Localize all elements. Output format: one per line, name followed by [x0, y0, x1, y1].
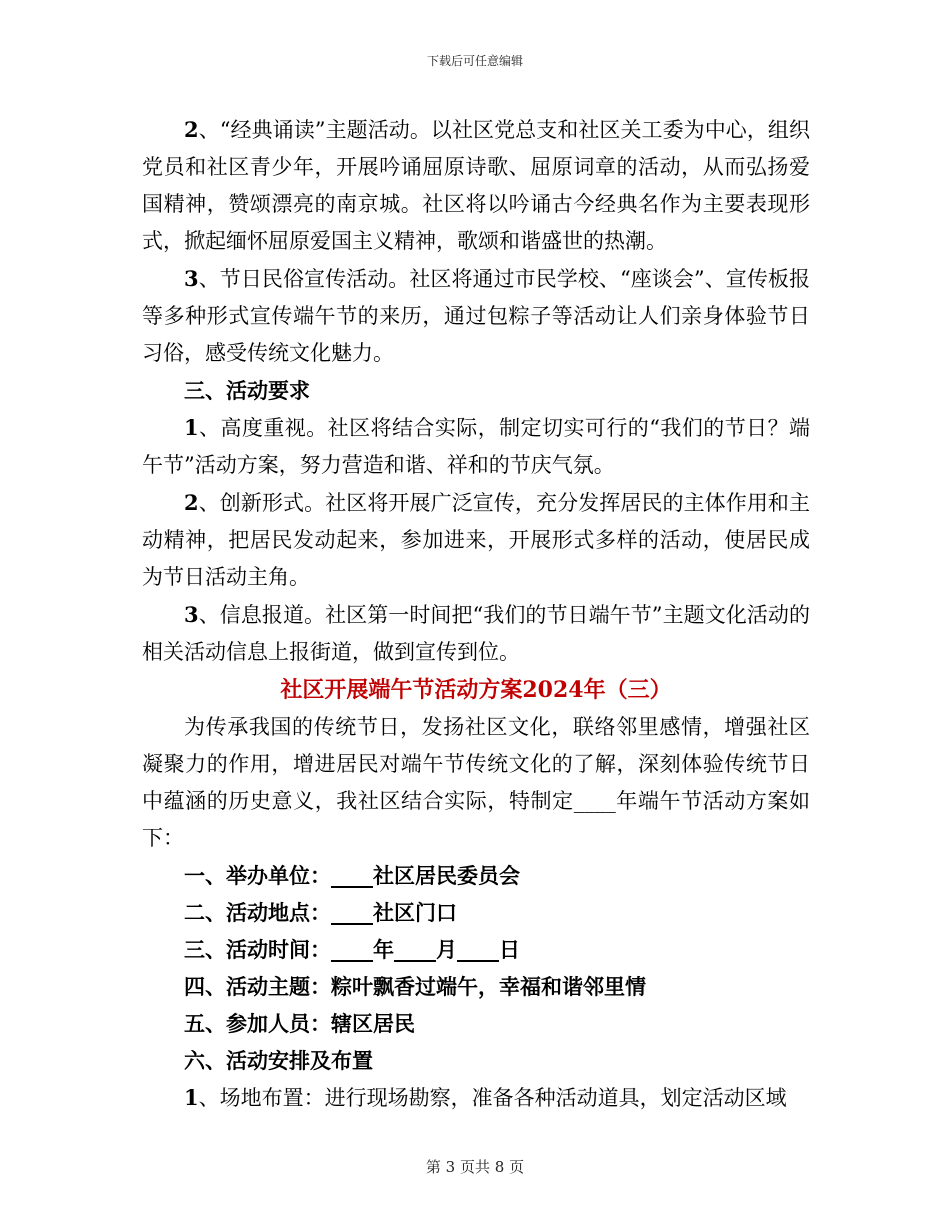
section-heading-requirements: 三、活动要求 [184, 378, 310, 403]
paragraph-item-3: 3、节日民俗宣传活动。社区将通过市民学校、“座谈会”、宣传板报等多种形式宣传端午节的来历，通过包粽子等活动让人们亲身体验节日习俗，感受传统文化魅力。 [142, 266, 810, 365]
section-title: 社区开展端午节活动方案2024年（三） [280, 677, 672, 703]
item-arrangement-heading: 六、活动安排及布置 [184, 1048, 373, 1073]
item-time: 三、活动时间：____年____月____日 [184, 937, 520, 962]
document-body [142, 111, 810, 1117]
paragraph-requirement-3: 3、信息报道。社区第一时间把“我们的节日端午节”主题文化活动的相关活动信息上报街道，做到宣传到位。 [142, 602, 810, 664]
item-arrangement-1: 1、场地布置：进行现场勘察，准备各种活动道具，划定活动区域 [184, 1085, 787, 1110]
item-organizer: 一、举办单位：____社区居民委员会 [184, 863, 520, 888]
page-header: 下载后可任意编辑 [426, 54, 523, 68]
page-footer: 第 3 页共 8 页 [425, 1158, 525, 1176]
paragraph-requirement-1: 1、高度重视。社区将结合实际，制定切实可行的“我们的节日？端午节”活动方案，努力营造和谐、祥和的节庆气氛。 [142, 415, 810, 477]
item-theme: 四、活动主题：粽叶飘香过端午，幸福和谐邻里情 [184, 974, 646, 999]
paragraph-item-2: 2、“经典诵读”主题活动。以社区党总支和社区关工委为中心，组织党员和社区青少年，开展吟诵屈原诗歌、屈原词章的活动，从而弘扬爱国精神，赞颂漂亮的南京城。社区将以吟诵古今经典名作为主要表现形式，掀起缅怀屈原爱国主义精神，歌颂和谐盛世的热潮。 [142, 117, 810, 253]
item-participants: 五、参加人员：辖区居民 [184, 1011, 415, 1036]
item-location: 二、活动地点：____社区门口 [184, 900, 457, 925]
paragraph-intro: 为传承我国的传统节日，发扬社区文化，联络邻里感情，增强社区凝聚力的作用，增进居民对端午节传统文化的了解，深刻体验传统节日中蕴涵的历史意义，我社区结合实际，特制定____年端午节活动方案如下： [142, 715, 810, 850]
paragraph-requirement-2: 2、创新形式。社区将开展广泛宣传，充分发挥居民的主体作用和主动精神，把居民发动起来，参加进来，开展形式多样的活动，使居民成为节日活动主角。 [142, 490, 810, 589]
